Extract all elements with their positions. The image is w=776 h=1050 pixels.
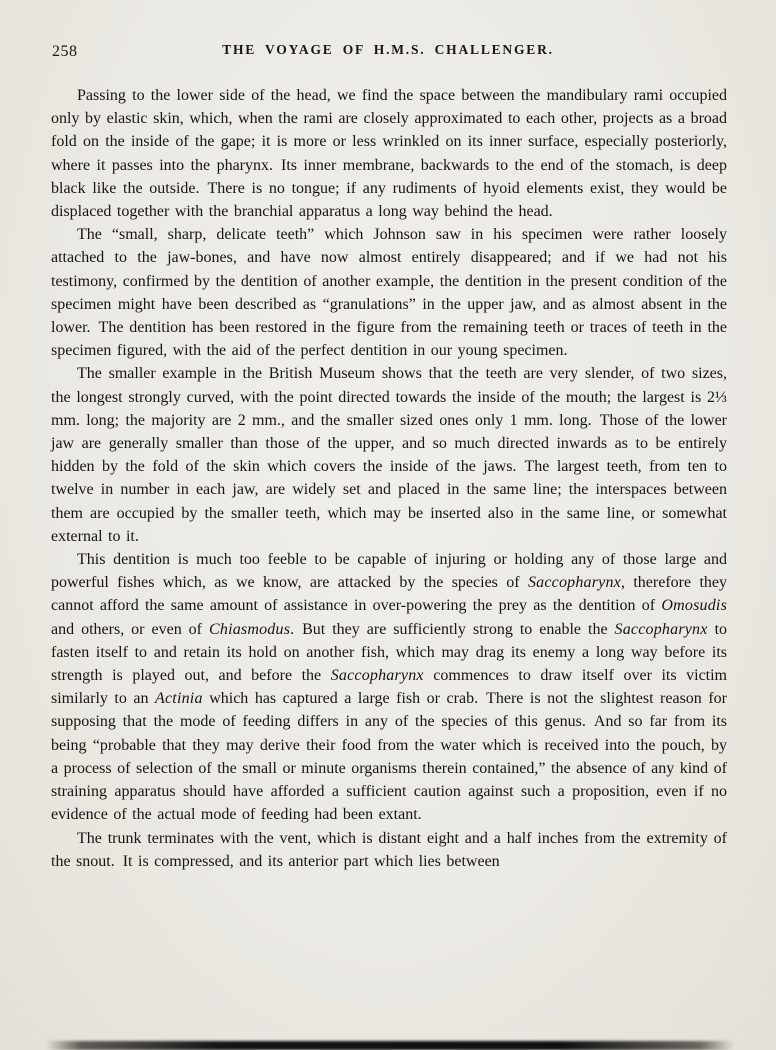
genus-name-italic: Saccopharynx (614, 620, 708, 638)
page-number: 258 (52, 43, 78, 60)
text-run: and others, or even of (51, 620, 209, 638)
scan-bottom-shadow (46, 1041, 734, 1050)
page-header (52, 42, 724, 64)
text-run: This dentition is much too feeble to be capable of injuring or holding any of those large and powerful fishes which, as we know, are attacked by the species of (51, 551, 727, 592)
text-run: . But they are sufficiently strong to enable the (290, 620, 615, 638)
genus-name-italic: Omosudis (661, 597, 727, 615)
paragraph-1 (51, 84, 727, 223)
text-run: The trunk terminates with the vent, which is distant eight and a half inches from the extremity of the snout. It is compressed, and its anterior part which lies between (51, 829, 727, 870)
text-run: which has captured a large fish or crab. There is not the slightest reason for supposing that the mode of feeding differs in any of the species of this genus. And so far from its being “probable that they may derive their food from the water which is received into the pouch, by a process of selection of the small or minute organisms therein contained,” the absence of any kind of straining apparatus should have afforded a sufficient caution against such a proposition, even if no evidence of the actual mode of feeding had been extant. (51, 690, 727, 824)
text-run: Passing to the lower side of the head, we find the space between the mandibulary rami occupied only by elastic skin, which, when the rami are closely approximated to each other, projects as a broad fold on the inside of the gape; it is more or less wrinkled on its inner surface, especially posteriorly, where it passes into the pharynx. Its inner membrane, backwards to the end of the stomach, is deep black like the outside. There is no tongue; if any rudiments of hyoid elements exist, they would be displaced together with the branchial apparatus a long way behind the head. (51, 87, 727, 221)
text-run: The smaller example in the British Museum shows that the teeth are very slender, of two sizes, the longest strongly curved, with the point directed towards the inside of the mouth; the largest is 2⅓ mm. long; the majority are 2 mm., and the smaller sized ones only 1 mm. long. Those of the lower jaw are generally smaller than those of the upper, and so much directed inwards as to be entirely hidden by the fold of the skin which covers the inside of the jaws. The largest teeth, from ten to twelve in number in each jaw, are widely set and placed in the same line; the interspaces between them are occupied by the smaller teeth, which may be inserted also in the same line, or somewhat external to it. (51, 365, 727, 545)
genus-name-italic: Saccopharynx (527, 574, 621, 592)
text-run: The “small, sharp, delicate teeth” which Johnson saw in his specimen were rather loosely attached to the jaw-bones, and have now almost entirely disappeared; and if we had not his testimony, confirmed by the dentition of another example, the dentition in the present condition of the specimen might have been described as “granulations” in the upper jaw, and as almost absent in the lower. The dentition has been restored in the figure from the remaining teeth or traces of teeth in the specimen figured, with the aid of the perfect dentition in our young specimen. (51, 226, 727, 360)
text-run: , therefore they cannot afford the same amount of assistance in over-powering the prey as the dentition of (51, 574, 728, 615)
genus-name-italic: Actinia (155, 690, 203, 708)
paragraph-4 (51, 548, 727, 826)
genus-name-italic: Chiasmodus (209, 620, 291, 638)
text-run: to fasten itself to and retain its hold on another fish, which may drag its enemy a long way before its strength is played out, and before the (51, 620, 728, 685)
paragraph-2 (51, 223, 727, 362)
paragraph-3 (51, 362, 727, 548)
genus-name-italic: Saccopharynx (330, 667, 424, 685)
running-title: THE VOYAGE OF H.M.S. CHALLENGER. (222, 42, 554, 57)
page-body (51, 84, 727, 873)
paragraph-5 (51, 827, 727, 873)
text-run: commences to draw itself over its victim similarly to an (51, 667, 728, 708)
